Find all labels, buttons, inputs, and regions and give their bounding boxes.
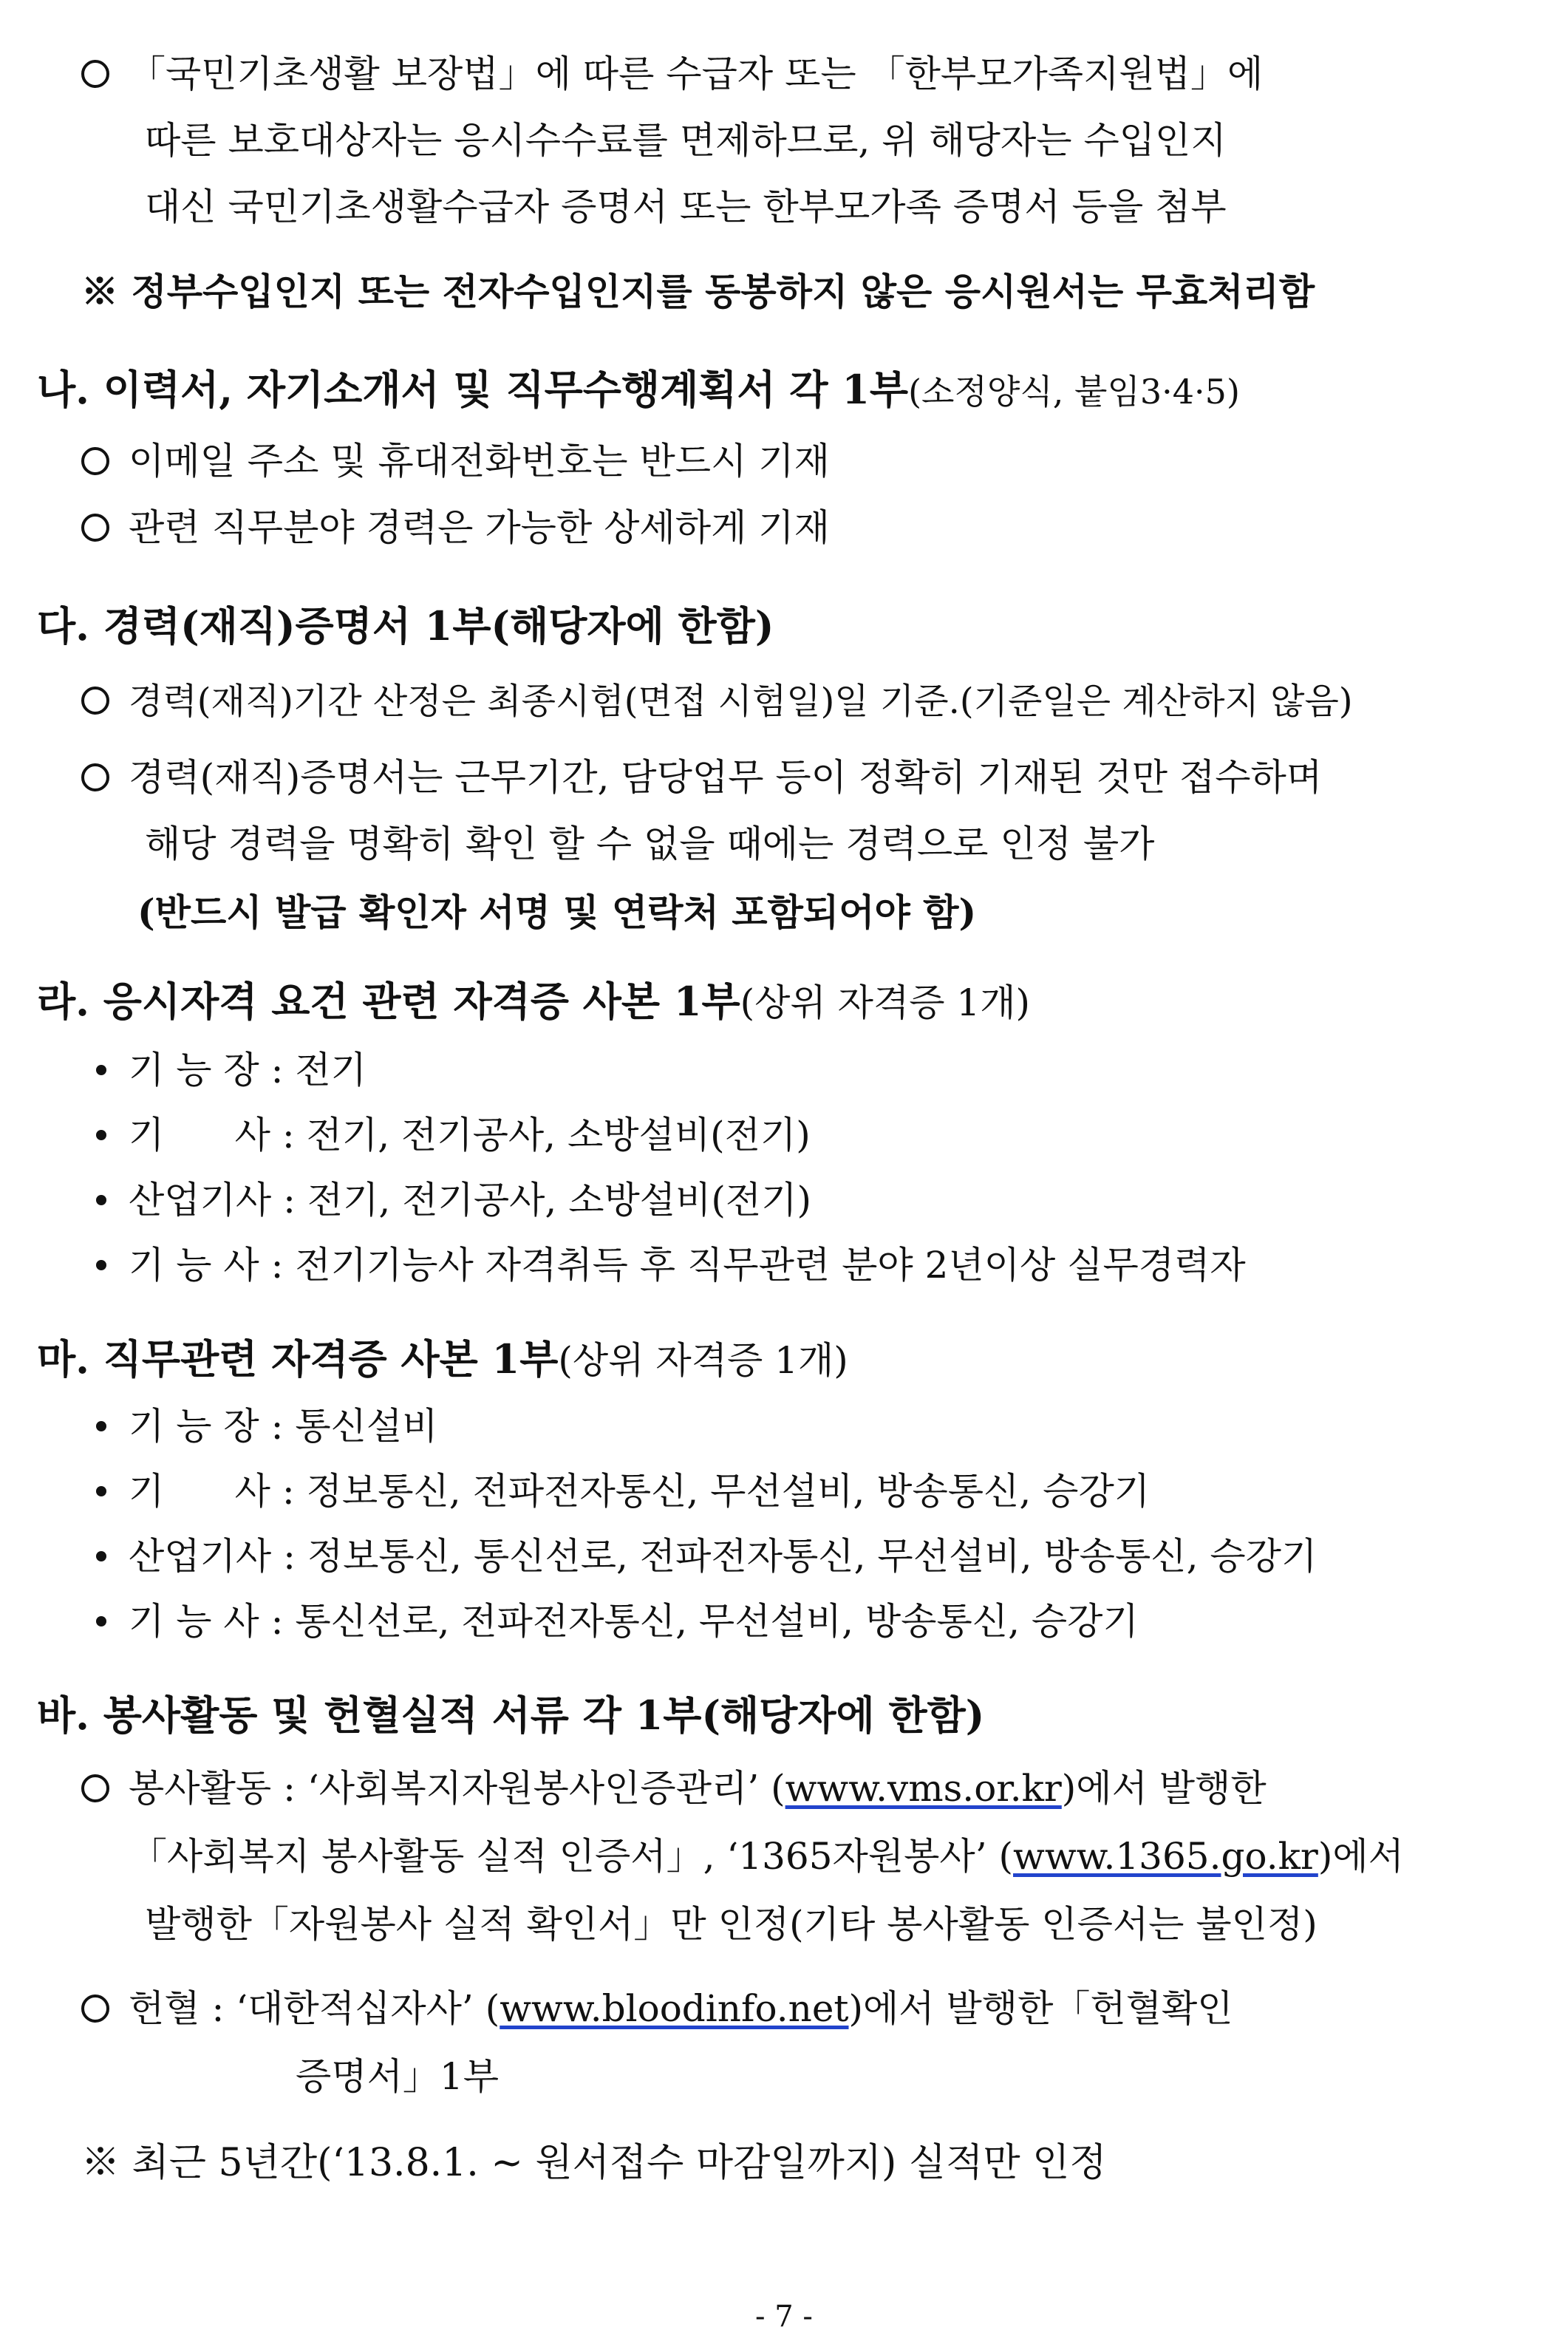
paragraph-line: (반드시 발급 확인자 서명 및 연락처 포함되어야 함)	[137, 890, 977, 934]
dot-bullet-icon	[96, 1260, 106, 1270]
bloodinfo-link[interactable]: www.bloodinfo.net	[500, 1987, 849, 2030]
list-item: 기 능 사 : 전기기능사 자격취득 후 직무관련 분야 2년이상 실무경력자	[96, 1244, 1246, 1287]
list-item: 기 능 장 : 통신설비	[96, 1406, 438, 1448]
list-item: 경력(재직)기간 산정은 최종시험(면접 시험일)일 기준.(기준일은 계산하지 않음)	[81, 680, 1353, 723]
circle-bullet-icon	[81, 447, 109, 475]
paragraph-line: 증명서」1부	[296, 2055, 500, 2098]
circle-bullet-icon	[81, 60, 109, 88]
paragraph-line: 따른 보호대상자는 응시수수료를 면제하므로, 위 해당자는 수입인지	[145, 119, 1227, 162]
paragraph-line: 「국민기초생활 보장법」에 따른 수급자 또는 「한부모가족지원법」에	[81, 53, 1263, 96]
list-item: 이메일 주소 및 휴대전화번호는 반드시 기재	[81, 440, 830, 483]
paragraph-line: 대신 국민기초생활수급자 증명서 또는 한부모가족 증명서 등을 첨부	[145, 185, 1227, 228]
dot-bullet-icon	[96, 1065, 106, 1075]
dot-bullet-icon	[96, 1551, 106, 1561]
list-item: 기 능 사 : 통신선로, 전파전자통신, 무선설비, 방송통신, 승강기	[96, 1601, 1139, 1643]
list-item: 산업기사 : 전기, 전기공사, 소방설비(전기)	[96, 1179, 811, 1222]
circle-bullet-icon	[81, 1995, 109, 2023]
section-heading-na: 나. 이력서, 자기소개서 및 직무수행계획서 각 1부(소정양식, 붙임3·4·5)	[37, 366, 1240, 413]
section-heading-ra: 라. 응시자격 요건 관련 자격증 사본 1부(상위 자격증 1개)	[37, 978, 1031, 1025]
notice-line: ※ 정부수입인지 또는 전자수입인지를 동봉하지 않은 응시원서는 무효처리함	[81, 270, 1315, 313]
list-item: 경력(재직)증명서는 근무기간, 담당업무 등이 정확히 기재된 것만 접수하며	[81, 757, 1322, 800]
dot-bullet-icon	[96, 1486, 106, 1496]
list-item: 기 사 : 전기, 전기공사, 소방설비(전기)	[96, 1114, 811, 1157]
circle-bullet-icon	[81, 514, 109, 542]
notice-line: ※ 최근 5년간(‘13.8.1. ~ 원서접수 마감일까지) 실적만 인정	[81, 2141, 1107, 2185]
list-item: 봉사활동 : ‘사회복지자원봉사인증관리’ (www.vms.or.kr)에서 발행한	[81, 1768, 1267, 1811]
paragraph-line: 발행한「자원봉사 실적 확인서」만 인정(기타 봉사활동 인증서는 불인정)	[145, 1903, 1318, 1946]
vms-link[interactable]: www.vms.or.kr	[785, 1767, 1062, 1810]
circle-bullet-icon	[81, 687, 109, 715]
section-heading-da: 다. 경력(재직)증명서 1부(해당자에 한함)	[37, 602, 774, 650]
circle-bullet-icon	[81, 1774, 109, 1802]
list-item: 관련 직무분야 경력은 가능한 상세하게 기재	[81, 507, 830, 550]
section-heading-ba: 바. 봉사활동 및 헌혈실적 서류 각 1부(해당자에 한함)	[37, 1692, 985, 1739]
dot-bullet-icon	[96, 1421, 106, 1431]
1365-link[interactable]: www.1365.go.kr	[1013, 1835, 1318, 1878]
paragraph-line: 「사회복지 봉사활동 실적 인증서」, ‘1365자원봉사’ (www.1365.go.kr)에서	[130, 1835, 1404, 1878]
list-item: 기 능 장 : 전기	[96, 1049, 367, 1092]
section-heading-ma: 마. 직무관련 자격증 사본 1부(상위 자격증 1개)	[37, 1335, 848, 1383]
dot-bullet-icon	[96, 1130, 106, 1140]
dot-bullet-icon	[96, 1195, 106, 1205]
list-item: 산업기사 : 정보통신, 통신선로, 전파전자통신, 무선설비, 방송통신, 승강기	[96, 1536, 1317, 1578]
page-number: - 7 -	[755, 2300, 813, 2334]
paragraph-line: 해당 경력을 명확히 확인 할 수 없을 때에는 경력으로 인정 불가	[145, 822, 1155, 865]
dot-bullet-icon	[96, 1616, 106, 1626]
list-item: 헌혈 : ‘대한적십자사’ (www.bloodinfo.net)에서 발행한「헌혈확인	[81, 1988, 1233, 2031]
circle-bullet-icon	[81, 763, 109, 791]
list-item: 기 사 : 정보통신, 전파전자통신, 무선설비, 방송통신, 승강기	[96, 1471, 1150, 1513]
